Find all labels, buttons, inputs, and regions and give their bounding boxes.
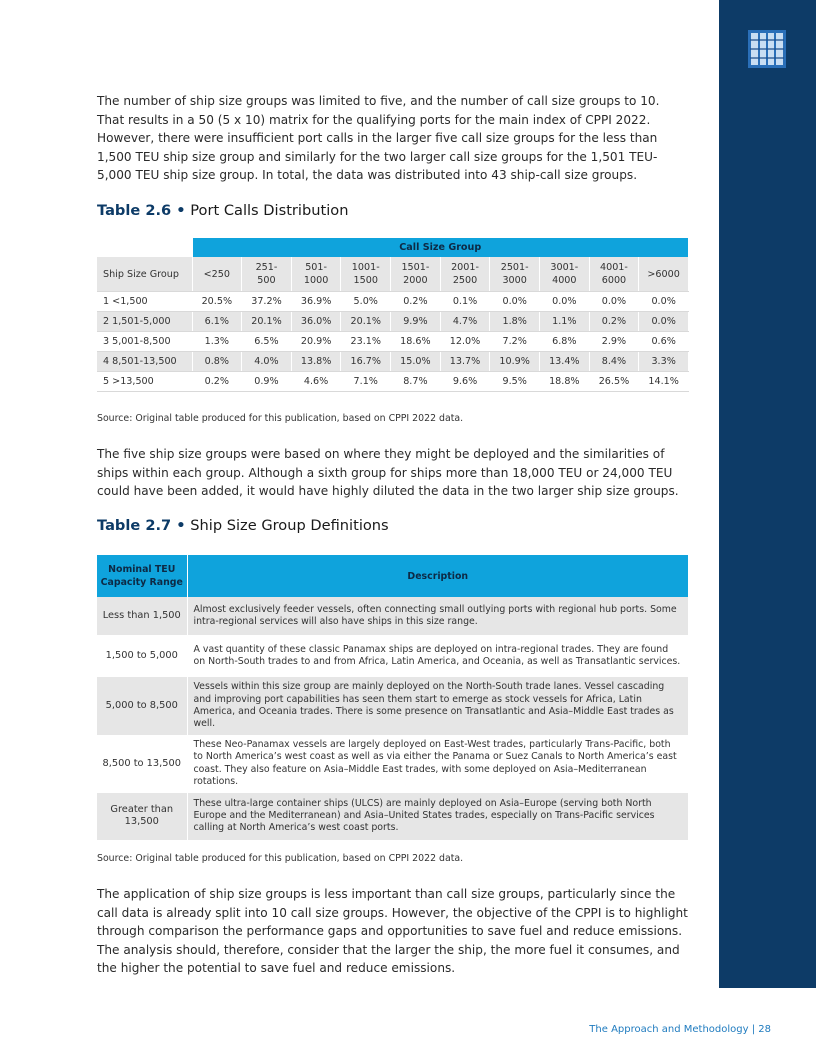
table-cell: 9.5% xyxy=(490,372,540,392)
teu-range-cell: Less than 1,500 xyxy=(97,597,187,635)
ship-size-group-header: Ship Size Group xyxy=(97,257,192,292)
table-cell: 3.3% xyxy=(639,352,689,372)
table-row xyxy=(97,735,689,793)
table-cell: 4.0% xyxy=(242,352,292,372)
table-cell: 16.7% xyxy=(341,352,391,372)
table-cell: 12.0% xyxy=(440,332,490,352)
table-2-6-number: Table 2.6 • xyxy=(97,202,186,219)
description-cell: These ultra-large container ships (ULCS) are mainly deployed on Asia–Europe (serving both North Europe and the Mediterranean) and Asia–United States trades, especially on Trans-Pacific services calling at North America’s west coast ports. xyxy=(187,793,689,840)
table-cell: 13.7% xyxy=(440,352,490,372)
table-row xyxy=(97,332,689,352)
table-cell: 6.5% xyxy=(242,332,292,352)
description-header: Description xyxy=(187,555,689,597)
table-corner xyxy=(97,238,192,257)
table-cell: 0.6% xyxy=(639,332,689,352)
container-stack-icon xyxy=(748,30,786,68)
table-row xyxy=(97,312,689,332)
call-size-column-header: 4001-6000 xyxy=(589,257,639,292)
table-cell: 7.2% xyxy=(490,332,540,352)
teu-range-cell: 8,500 to 13,500 xyxy=(97,735,187,793)
table-cell: 4.7% xyxy=(440,312,490,332)
table-cell: 0.1% xyxy=(440,292,490,312)
table-row xyxy=(97,597,689,635)
call-size-column-header: 2001-2500 xyxy=(440,257,490,292)
table-cell: 36.0% xyxy=(291,312,341,332)
table-row xyxy=(97,677,689,735)
table-cell: 9.9% xyxy=(391,312,441,332)
call-size-column-header: 3001-4000 xyxy=(539,257,589,292)
call-size-column-header: >6000 xyxy=(639,257,689,292)
teu-range-cell: 1,500 to 5,000 xyxy=(97,635,187,677)
table-cell: 5.0% xyxy=(341,292,391,312)
teu-range-header: Nominal TEU Capacity Range xyxy=(97,555,187,597)
description-cell: Almost exclusively feeder vessels, often connecting small outlying ports with regional hub ports. Some intra-regional services will also have ships in this size range. xyxy=(187,597,689,635)
ship-size-group-label: 5 >13,500 xyxy=(97,372,192,392)
call-size-column-header: <250 xyxy=(192,257,242,292)
table-row xyxy=(97,372,689,392)
table-cell: 26.5% xyxy=(589,372,639,392)
table-cell: 0.0% xyxy=(589,292,639,312)
table-cell: 0.2% xyxy=(192,372,242,392)
table-cell: 18.6% xyxy=(391,332,441,352)
table-cell: 20.5% xyxy=(192,292,242,312)
table-2-7-title xyxy=(97,517,389,534)
description-cell: A vast quantity of these classic Panamax ships are deployed on intra-regional trades. They are found on North-South trades to and from Africa, Latin America, and Oceania, as well as Transatlantic services. xyxy=(187,635,689,677)
table-row xyxy=(97,793,689,840)
table-cell: 0.0% xyxy=(639,312,689,332)
table-cell: 0.0% xyxy=(490,292,540,312)
table-cell: 37.2% xyxy=(242,292,292,312)
table-cell: 20.1% xyxy=(341,312,391,332)
table-cell: 6.8% xyxy=(539,332,589,352)
table-cell: 10.9% xyxy=(490,352,540,372)
table-cell: 0.9% xyxy=(242,372,292,392)
table-cell: 36.9% xyxy=(291,292,341,312)
table-cell: 23.1% xyxy=(341,332,391,352)
application-paragraph: The application of ship size groups is less important than call size groups, particularly since the call data is already split into 10 call size groups. However, the objective of the CPPI is to highlight through comparison the performance gaps and opportunities to save fuel and reduce emissions. The analysis should, therefore, consider that the larger the ship, the more fuel it consumes, and the higher the potential to save fuel and reduce emissions. xyxy=(97,887,688,976)
ship-size-group-label: 4 8,501-13,500 xyxy=(97,352,192,372)
table-cell: 8.7% xyxy=(391,372,441,392)
table-cell: 1.3% xyxy=(192,332,242,352)
call-size-column-header: 2501-3000 xyxy=(490,257,540,292)
ship-size-group-label: 3 5,001-8,500 xyxy=(97,332,192,352)
page-footer: The Approach and Methodology | 28 xyxy=(589,1024,771,1035)
call-size-column-header: 501-1000 xyxy=(291,257,341,292)
table-cell: 2.9% xyxy=(589,332,639,352)
table-cell: 1.8% xyxy=(490,312,540,332)
table-2-7-source: Source: Original table produced for this publication, based on CPPI 2022 data. xyxy=(97,853,464,864)
table-cell: 0.0% xyxy=(639,292,689,312)
table-cell: 1.1% xyxy=(539,312,589,332)
sidebar-band xyxy=(719,0,816,988)
table-cell: 20.9% xyxy=(291,332,341,352)
call-size-column-header: 251-500 xyxy=(242,257,292,292)
ship-size-definitions-table xyxy=(97,555,689,840)
teu-range-cell: Greater than 13,500 xyxy=(97,793,187,840)
table-cell: 14.1% xyxy=(639,372,689,392)
table-row xyxy=(97,635,689,677)
teu-range-cell: 5,000 to 8,500 xyxy=(97,677,187,735)
table-2-6-source: Source: Original table produced for this publication, based on CPPI 2022 data. xyxy=(97,413,464,424)
call-size-column-header: 1001-1500 xyxy=(341,257,391,292)
table-cell: 7.1% xyxy=(341,372,391,392)
table-cell: 18.8% xyxy=(539,372,589,392)
call-size-group-header: Call Size Group xyxy=(192,238,689,257)
ship-groups-paragraph: The five ship size groups were based on where they might be deployed and the similarities of ships within each group. Although a sixth group for ships more than 18,000 TEU or 24,000 TEU could have been added, it would have highly diluted the data in the two larger ship size groups. xyxy=(97,447,679,499)
table-cell: 0.8% xyxy=(192,352,242,372)
description-cell: These Neo-Panamax vessels are largely deployed on East-West trades, particularly Trans-Pacific, both to North America’s west coast as well as via either the Panama or Suez Canals to North America’s east coast. They also feature on Asia–Middle East trades, with some deployed on Asia–Mediterranean rotations. xyxy=(187,735,689,793)
port-calls-distribution-table xyxy=(97,238,689,392)
call-size-column-header: 1501-2000 xyxy=(391,257,441,292)
intro-paragraph: The number of ship size groups was limited to five, and the number of call size groups to 10. That results in a 50 (5 x 10) matrix for the qualifying ports for the main index of CPPI 2022. However, there were insufficient port calls in the larger five call size groups for the less than 1,500 TEU ship size group and similarly for the two larger call size groups for the 1,501 TEU-5,000 TEU ship size group. In total, the data was distributed into 43 ship-call size groups. xyxy=(97,94,660,183)
table-cell: 6.1% xyxy=(192,312,242,332)
table-row xyxy=(97,352,689,372)
table-2-7-number: Table 2.7 • xyxy=(97,517,186,534)
table-2-6-title xyxy=(97,202,348,219)
table-cell: 9.6% xyxy=(440,372,490,392)
table-cell: 0.2% xyxy=(589,312,639,332)
table-cell: 4.6% xyxy=(291,372,341,392)
table-cell: 15.0% xyxy=(391,352,441,372)
table-2-6-title-text: Port Calls Distribution xyxy=(185,202,349,219)
table-row xyxy=(97,292,689,312)
description-cell: Vessels within this size group are mainly deployed on the North-South trade lanes. Vessel cascading and improving port capabilities has seen them start to emerge as stock vessels for Africa, Latin America, and Oceania trades. There is some presence on Transatlantic and Asia–Middle East trades as well. xyxy=(187,677,689,735)
table-2-7-title-text: Ship Size Group Definitions xyxy=(185,517,389,534)
ship-size-group-label: 1 <1,500 xyxy=(97,292,192,312)
table-cell: 0.2% xyxy=(391,292,441,312)
table-cell: 13.8% xyxy=(291,352,341,372)
ship-size-group-label: 2 1,501-5,000 xyxy=(97,312,192,332)
table-cell: 20.1% xyxy=(242,312,292,332)
table-cell: 0.0% xyxy=(539,292,589,312)
table-cell: 13.4% xyxy=(539,352,589,372)
table-cell: 8.4% xyxy=(589,352,639,372)
